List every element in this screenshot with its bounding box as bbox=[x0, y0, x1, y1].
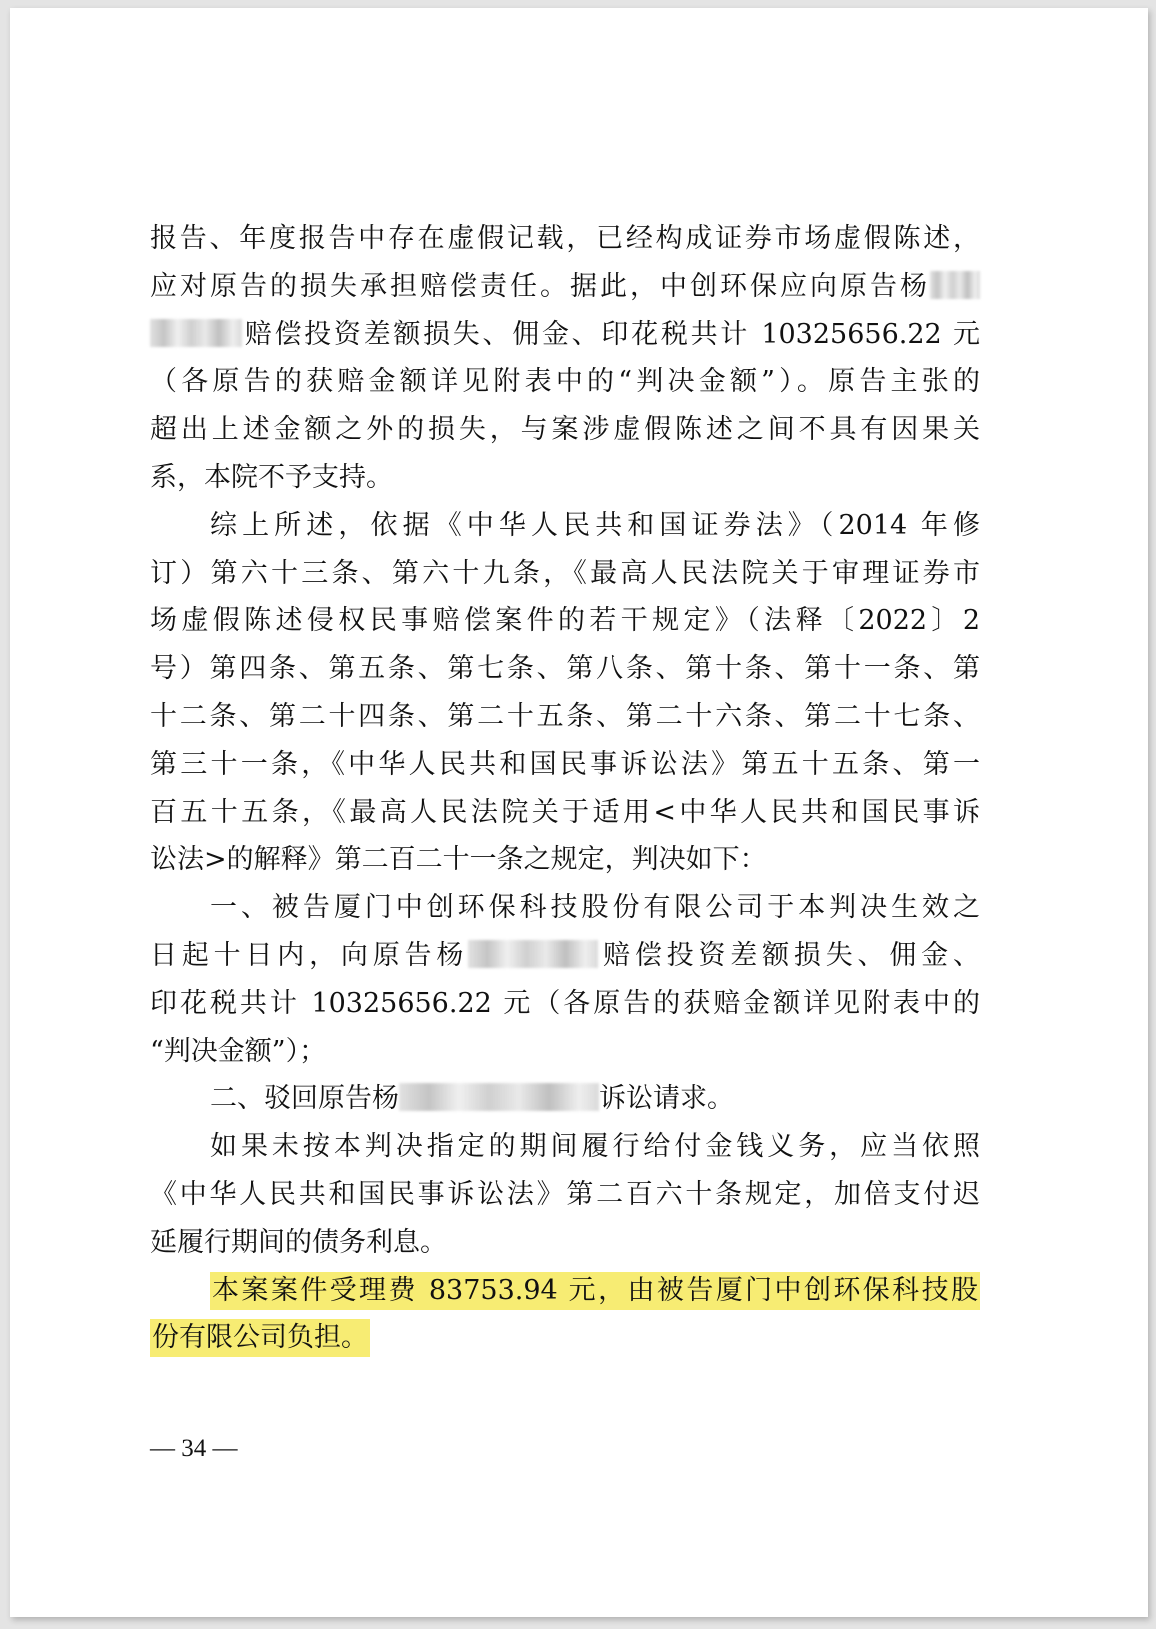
text-line: 如果未按本判决指定的期间履行给付金钱义务，应当依照 bbox=[210, 1131, 980, 1163]
highlighted-text: 本案案件受理费 83753.94 元，由被告厦门中创环保科技股 bbox=[210, 1272, 980, 1310]
text-segment: 赔偿投资差额损失、佣金、印花税共计 10325656.22 元 bbox=[242, 318, 980, 350]
court-fee-line bbox=[150, 1267, 980, 1315]
page-number: — 34 — bbox=[150, 1435, 238, 1462]
text-segment: 赔偿投资差额损失、佣金、 bbox=[598, 939, 981, 971]
text-line: 超出上述金额之外的损失，与案涉虚假陈述之间不具有因果关 bbox=[150, 414, 980, 446]
text-line bbox=[150, 932, 980, 980]
judgment-item-1: 一、被告厦门中创环保科技股份有限公司于本判决生效之 bbox=[210, 892, 980, 924]
text-segment: 二、驳回原告杨 bbox=[210, 1083, 399, 1115]
text-line: 号）第四条、第五条、第七条、第八条、第十条、第十一条、第 bbox=[150, 653, 980, 685]
judgment-item-2 bbox=[150, 1075, 980, 1123]
text-line: 第三十一条，《中华人民共和国民事诉讼法》第五十五条、第一 bbox=[150, 748, 980, 780]
text-line: 订）第六十三条、第六十九条，《最高人民法院关于审理证券市 bbox=[150, 557, 980, 589]
text-line: （各原告的获赔金额详见附表中的“判决金额”）。原告主张的 bbox=[150, 366, 980, 398]
redacted-name bbox=[930, 271, 980, 299]
text-segment: 日起十日内，向原告杨 bbox=[150, 939, 469, 971]
text-line: 《中华人民共和国民事诉讼法》第二百六十条规定，加倍支付迟 bbox=[150, 1178, 980, 1210]
judgment-body bbox=[150, 215, 980, 1362]
text-line bbox=[150, 263, 980, 311]
text-line bbox=[150, 311, 980, 359]
text-line: 十二条、第二十四条、第二十五条、第二十六条、第二十七条、 bbox=[150, 700, 980, 732]
text-line: “判决金额”）； bbox=[150, 1035, 327, 1067]
text-segment: 应对原告的损失承担赔偿责任。据此，中创环保应向原告杨 bbox=[150, 270, 930, 302]
text-line: 百五十五条，《最高人民法院关于适用<中华人民共和国民事诉 bbox=[150, 796, 980, 828]
highlighted-text: 份有限公司负担。 bbox=[150, 1319, 370, 1357]
redacted-name bbox=[150, 319, 242, 347]
text-segment: 诉讼请求。 bbox=[599, 1083, 734, 1115]
text-line: 综上所述，依据《中华人民共和国证券法》（2014 年修 bbox=[210, 509, 980, 541]
text-line: 延履行期间的债务利息。 bbox=[150, 1226, 447, 1258]
text-line: 系，本院不予支持。 bbox=[150, 461, 393, 493]
redacted-name bbox=[468, 940, 598, 968]
court-fee-line bbox=[150, 1314, 980, 1362]
text-line: 讼法>的解释》第二百二十一条之规定，判决如下： bbox=[150, 844, 767, 876]
text-line: 场虚假陈述侵权民事赔偿案件的若干规定》（法释〔2022〕2 bbox=[150, 605, 980, 637]
text-line: 印花税共计 10325656.22 元（各原告的获赔金额详见附表中的 bbox=[150, 987, 980, 1019]
redacted-name bbox=[399, 1083, 599, 1111]
text-line: 报告、年度报告中存在虚假记载，已经构成证券市场虚假陈述， bbox=[150, 223, 980, 254]
document-page bbox=[10, 8, 1148, 1617]
